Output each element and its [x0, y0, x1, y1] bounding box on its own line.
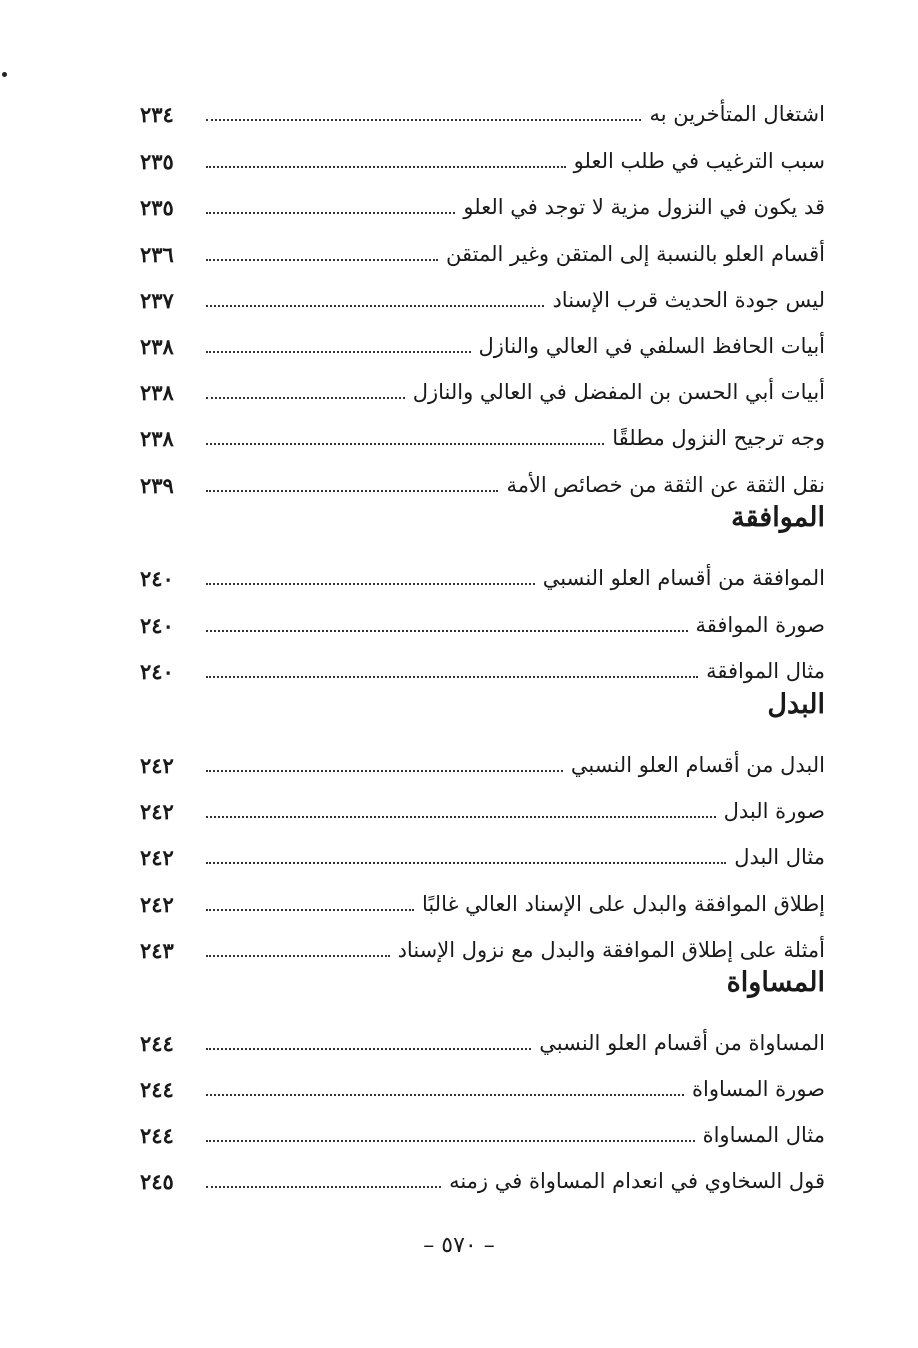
toc-entry[interactable] [140, 829, 825, 869]
toc-entry-page: ٢٤٥ [140, 1168, 174, 1194]
dot-leader [206, 630, 688, 632]
toc-entry-page: ٢٤٢ [140, 752, 174, 778]
toc-entry-page: ٢٣٤ [140, 101, 174, 127]
dot-leader [206, 816, 716, 818]
section-heading: الموافقة [731, 502, 825, 533]
toc-entry-title: مثال المساواة [702, 1122, 825, 1147]
toc-entry[interactable] [140, 1107, 825, 1147]
toc-entry-title: نقل الثقة عن الثقة من خصائص الأمة [506, 472, 825, 497]
dot-leader [206, 443, 604, 445]
toc-entry[interactable] [140, 597, 825, 637]
toc-entry-page: ٢٤٤ [140, 1122, 174, 1148]
toc-entry-title: صورة الموافقة [695, 612, 825, 637]
dot-leader [206, 583, 535, 585]
section-heading: المساواة [726, 967, 825, 998]
toc-entry[interactable] [140, 1153, 825, 1193]
toc-entry-page: ٢٣٨ [140, 379, 174, 405]
toc-entry-title: أبيات أبي الحسن بن المفضل في العالي والنازل [412, 379, 825, 404]
dot-leader [206, 212, 455, 214]
toc-entry[interactable] [140, 364, 825, 404]
dot-leader [206, 305, 544, 307]
toc-entry-title: قد يكون في النزول مزية لا توجد في العلو [463, 194, 825, 219]
dot-leader [206, 862, 726, 864]
dot-leader [206, 1140, 695, 1142]
toc-entry-title: وجه ترجيح النزول مطلقًا [612, 425, 825, 450]
toc-entry[interactable] [140, 876, 825, 916]
toc-entry-page: ٢٣٥ [140, 194, 174, 220]
scan-speck [2, 72, 7, 77]
toc-entry[interactable] [140, 783, 825, 823]
dot-leader [206, 770, 563, 772]
dot-leader [206, 909, 414, 911]
toc-entry[interactable] [140, 410, 825, 450]
toc-entry[interactable] [140, 1061, 825, 1101]
toc-entry-page: ٢٣٥ [140, 148, 174, 174]
toc-entry-title: أمثلة على إطلاق الموافقة والبدل مع نزول الإسناد [397, 937, 825, 962]
toc-entry-title: مثال البدل [734, 844, 825, 869]
section-heading: البدل [767, 689, 825, 720]
toc-entry-title: إطلاق الموافقة والبدل على الإسناد العالي غالبًا [421, 891, 825, 916]
toc-entry[interactable] [140, 318, 825, 358]
toc-entry[interactable] [140, 457, 825, 497]
toc-entry-page: ٢٤٠ [140, 658, 174, 684]
dot-leader [206, 676, 698, 678]
toc-entry-title: ليس جودة الحديث قرب الإسناد [552, 287, 825, 312]
toc-entry-title: أقسام العلو بالنسبة إلى المتقن وغير المتقن [446, 241, 825, 266]
toc-entry-title: صورة البدل [723, 798, 825, 823]
toc-entry[interactable] [140, 86, 825, 126]
toc-entry-title: الموافقة من أقسام العلو النسبي [542, 565, 825, 590]
toc-entry-title: صورة المساواة [692, 1076, 825, 1101]
toc-entry-page: ٢٣٩ [140, 472, 174, 498]
toc-entry[interactable] [140, 737, 825, 777]
page-number: – ٥٧٠ – [423, 1233, 495, 1258]
toc-entry-page: ٢٤٢ [140, 844, 174, 870]
toc-entry[interactable] [140, 550, 825, 590]
dot-leader [206, 119, 641, 121]
dot-leader [206, 397, 405, 399]
toc-entry-page: ٢٤٢ [140, 891, 174, 917]
dot-leader [206, 1048, 531, 1050]
toc-entry-page: ٢٣٦ [140, 241, 174, 267]
toc-entry-title: قول السخاوي في انعدام المساواة في زمنه [449, 1168, 825, 1193]
toc-entry-page: ٢٤٤ [140, 1030, 174, 1056]
toc-entry[interactable] [140, 1015, 825, 1055]
toc-entry[interactable] [140, 922, 825, 962]
toc-entry-title: اشتغال المتأخرين به [649, 101, 825, 126]
toc-entry-page: ٢٤٠ [140, 565, 174, 591]
toc-entry-title: سبب الترغيب في طلب العلو [573, 148, 825, 173]
dot-leader [206, 490, 498, 492]
dot-leader [206, 955, 390, 957]
dot-leader [206, 1094, 684, 1096]
toc-entry-page: ٢٤٢ [140, 798, 174, 824]
toc-entry-page: ٢٣٨ [140, 333, 174, 359]
toc-entry-page: ٢٤٤ [140, 1076, 174, 1102]
toc-entry[interactable] [140, 179, 825, 219]
toc-entry[interactable] [140, 272, 825, 312]
dot-leader [206, 259, 438, 261]
dot-leader [206, 351, 471, 353]
toc-entry-page: ٢٤٣ [140, 937, 174, 963]
toc-entry-title: البدل من أقسام العلو النسبي [570, 752, 825, 777]
toc-entry[interactable] [140, 226, 825, 266]
toc-entry-page: ٢٤٠ [140, 612, 174, 638]
toc-entry-page: ٢٣٧ [140, 287, 174, 313]
dot-leader [206, 166, 566, 168]
toc-entry[interactable] [140, 133, 825, 173]
toc-entry-page: ٢٣٨ [140, 425, 174, 451]
toc-entry[interactable] [140, 643, 825, 683]
dot-leader [206, 1186, 441, 1188]
toc-entry-title: أبيات الحافظ السلفي في العالي والنازل [478, 333, 825, 358]
toc-entry-title: المساواة من أقسام العلو النسبي [539, 1030, 825, 1055]
toc-entry-title: مثال الموافقة [706, 658, 825, 683]
